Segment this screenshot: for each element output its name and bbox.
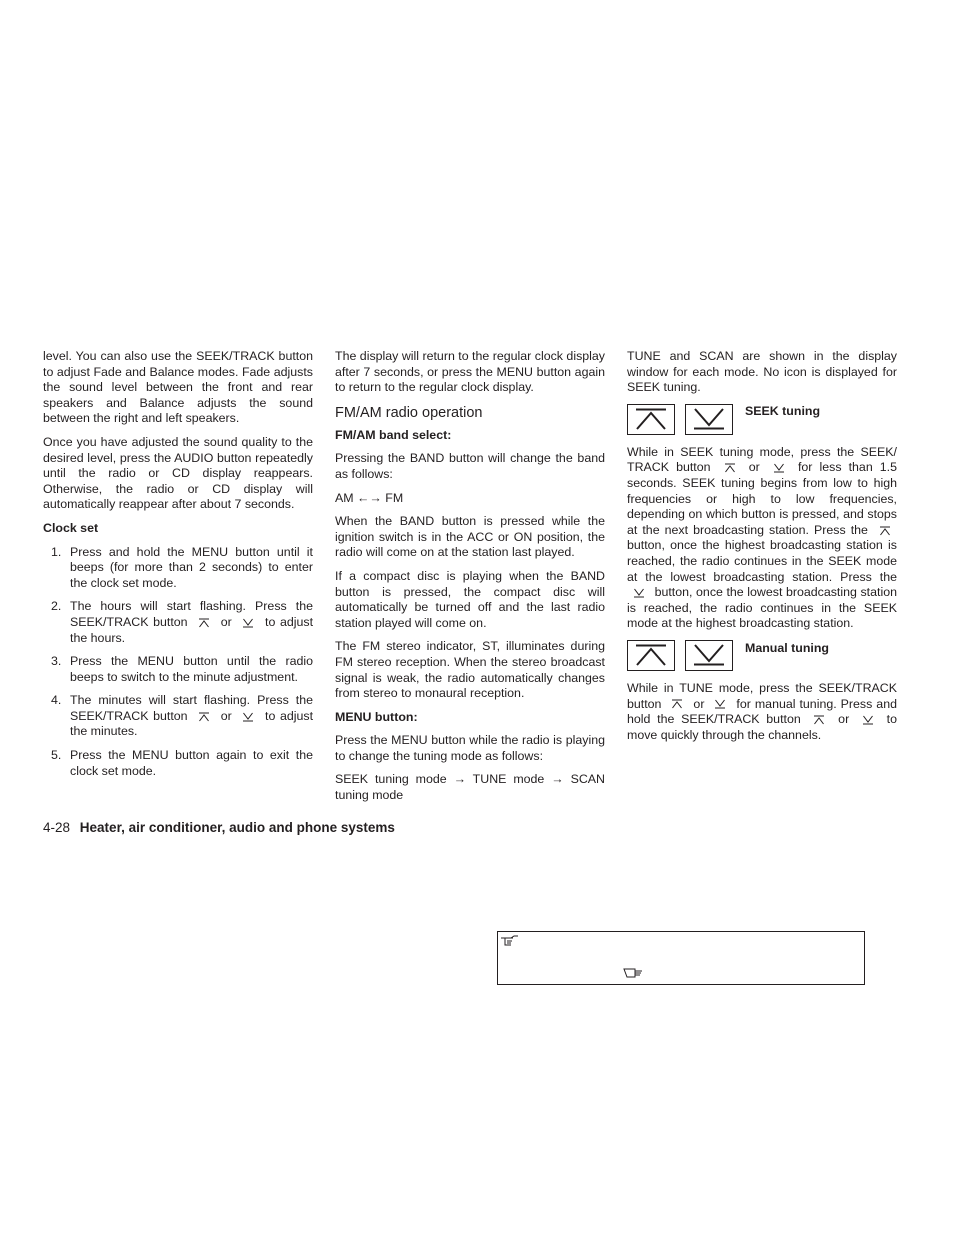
- step-text: The minutes will start flashing. Press the SEEK/TRACK button: [70, 693, 313, 723]
- seek-down-button-illustration: [685, 404, 733, 435]
- list-item: [43, 599, 313, 646]
- step-text: to adjust the hours.: [70, 614, 314, 645]
- paragraph-audio-reappear: Once you have adjusted the sound quality to the desired level, press the AUDIO button repeatedly until the radio or CD display reappears. Otherwise, the radio or CD display will automatically reappear after about 7 seconds.: [43, 434, 313, 512]
- step-number: 2.: [51, 599, 62, 614]
- paragraph-menu: Press the MENU button while the radio is playing to change the tuning mode as follows:: [335, 733, 605, 763]
- page-number: 4-28: [43, 820, 71, 835]
- hand-icon: [623, 966, 643, 984]
- list-item: [43, 748, 313, 779]
- seek-down-icon: [856, 712, 880, 728]
- column-right: [627, 349, 897, 751]
- seek-up-icon: [633, 643, 669, 667]
- chapter-title: Heater, air conditioner, audio and phone systems: [79, 820, 395, 835]
- column-left: [43, 349, 313, 787]
- column-middle: [335, 349, 605, 812]
- list-item: [43, 545, 313, 592]
- section-title: FM/AM radio operation: [335, 404, 483, 421]
- step-text: Press and hold the MENU button until it beeps (for more than 2 seconds) to enter the clock set mode.: [70, 544, 313, 590]
- seek-down-button-illustration: [685, 640, 733, 671]
- step-text: The hours will start flashing. Press the SEEK/TRACK button: [70, 599, 313, 629]
- paragraph-band-change: Pressing the BAND button will change the band as follows:: [335, 451, 605, 481]
- paragraph-fade-balance: level. You can also use the SEEK/TRACK button to adjust Fade and Balance modes. Fade adjusts the sound level between the front and rear speakers and Balance adjusts the sound between the right and left speakers.: [43, 349, 313, 426]
- manual-text: or: [838, 712, 850, 727]
- paragraph-manual-tuning: [627, 681, 897, 743]
- seek-up-icon: [192, 615, 216, 631]
- manual-text: for manual tuning. Press and hold the SEEK/TRACK button: [627, 696, 897, 727]
- band-flow: AM ←→ FM: [335, 490, 404, 505]
- pointing-hand-icon: [500, 934, 520, 952]
- seek-down-icon: [236, 615, 260, 631]
- band-select-heading: FM/AM band select:: [335, 427, 452, 442]
- page-footer: [43, 820, 395, 835]
- seek-up-icon: [807, 712, 831, 728]
- step-text: or: [220, 614, 232, 629]
- seek-down-icon: [627, 585, 651, 601]
- seek-down-icon: [691, 407, 727, 431]
- seek-up-button-illustration: [627, 640, 675, 671]
- seek-text: button, once the lowest broadcasting station is reached, the radio continues in the SEEK mode at the highest broadcasting station.: [627, 585, 897, 631]
- manual-tuning-header: [627, 640, 897, 671]
- manual-tuning-title: Manual tuning: [745, 640, 829, 655]
- step-number: 3.: [51, 654, 62, 669]
- step-text: Press the MENU button again to exit the clock set mode.: [70, 748, 313, 778]
- clock-set-steps: [43, 545, 313, 780]
- manual-text: to move quickly through the channels.: [627, 712, 897, 742]
- step-number: 1.: [51, 544, 62, 559]
- paragraph-stereo-indicator: The FM stereo indicator, ST, illuminates during FM stereo reception. When the stereo broadcast signal is weak, the radio automatically changes from stereo to monaural reception.: [335, 639, 605, 701]
- note-box: [497, 931, 865, 985]
- seek-down-icon: [708, 697, 732, 713]
- tuning-mode-flow: SEEK tuning mode → TUNE mode → SCAN tuning mode: [335, 772, 605, 803]
- seek-up-icon: [718, 460, 742, 476]
- paragraph-band-ignition: When the BAND button is pressed while the ignition switch is in the ACC or ON position, the radio will come on at the station last played.: [335, 514, 605, 560]
- seek-down-icon: [236, 709, 260, 725]
- seek-up-icon: [633, 407, 669, 431]
- seek-down-icon: [691, 643, 727, 667]
- paragraph-seek-tuning: [627, 445, 897, 632]
- clock-set-heading: Clock set: [43, 520, 99, 535]
- seek-up-icon: [192, 709, 216, 725]
- seek-text: While in SEEK tuning mode, press the SEEK/ TRACK button: [627, 444, 897, 475]
- seek-tuning-header: [627, 404, 897, 435]
- manual-text: While in TUNE mode, press the SEEK/TRACK button: [627, 680, 897, 711]
- seek-tuning-title: SEEK tuning: [745, 404, 821, 419]
- step-text: to adjust the minutes.: [70, 708, 314, 739]
- seek-text: button, once the highest broadcasting station is reached, the radio continues in the SEEK mode at the lowest broadcasting station. Press the: [627, 538, 897, 584]
- manual-text: or: [693, 696, 705, 711]
- seek-up-icon: [665, 697, 689, 713]
- paragraph-display-return: The display will return to the regular clock display after 7 seconds, or press the MENU button again to return to the regular clock display.: [335, 349, 605, 395]
- seek-down-icon: [767, 460, 791, 476]
- paragraph-band-cd: If a compact disc is playing when the BAND button is pressed, the compact disc will automatically be turned off and the last radio station played will come on.: [335, 568, 605, 630]
- paragraph-tune-scan: TUNE and SCAN are shown in the display window for each mode. No icon is displayed for SEEK tuning.: [627, 349, 897, 395]
- step-text: or: [220, 708, 232, 723]
- list-item: [43, 693, 313, 740]
- menu-button-heading: MENU button:: [335, 709, 418, 724]
- step-number: 4.: [51, 693, 62, 708]
- seek-up-button-illustration: [627, 404, 675, 435]
- step-number: 5.: [51, 748, 62, 763]
- seek-text: for less than 1.5 seconds. SEEK tuning begins from low to high frequencies or high to low frequencies, depending on which button is pressed, and stops at the next broadcasting station. Press the: [627, 460, 898, 537]
- list-item: [43, 654, 313, 685]
- seek-text: or: [748, 460, 760, 475]
- step-text: Press the MENU button until the radio beeps to switch to the minute adjustment.: [70, 654, 313, 684]
- seek-up-icon: [873, 523, 897, 539]
